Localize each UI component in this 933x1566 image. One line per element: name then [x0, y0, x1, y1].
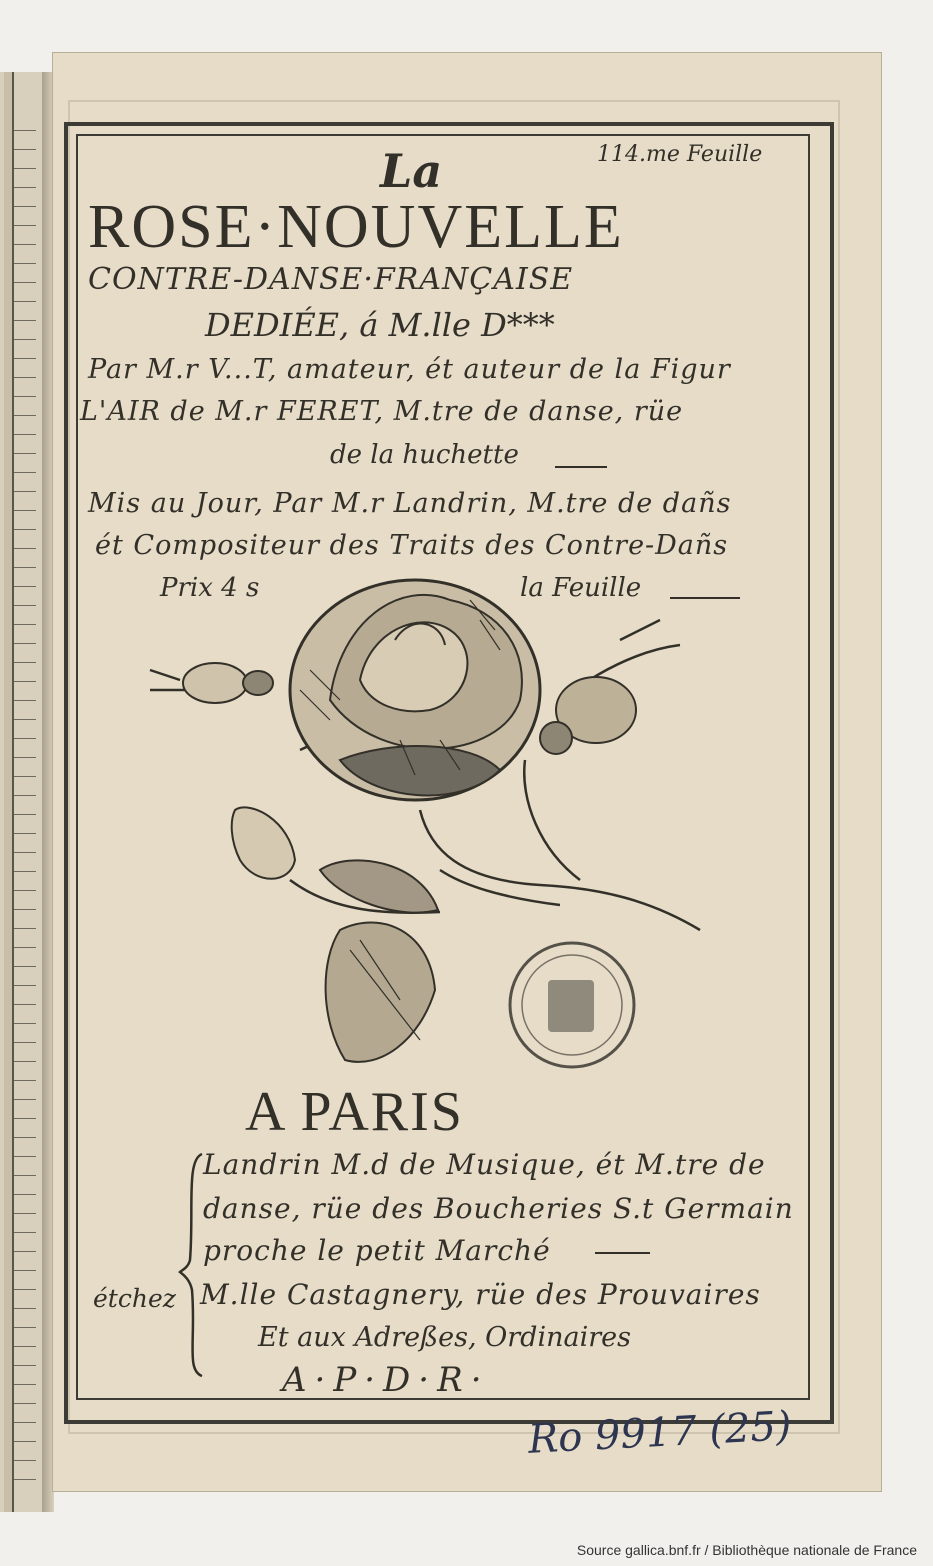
price-unit: la Feuille: [520, 573, 642, 603]
address-line-5: Et aux Adreßes, Ordinaires: [258, 1322, 631, 1353]
published-line: Mis au Jour, Par M.r Landrin, M.tre de dañs: [88, 488, 732, 519]
source-credit: Source gallica.bnf.fr / Bibliothèque nationale de France: [576, 1542, 917, 1558]
address-line-3: proche le petit Marché: [203, 1234, 551, 1267]
sheet-number: 114.me Feuille: [597, 142, 763, 167]
privilege-mark: A·P·D·R·: [282, 1360, 490, 1400]
library-stamp: [510, 943, 634, 1067]
author-line: Par M.r V...T, amateur, ét auteur de la Figur: [88, 354, 731, 385]
right-bud: [540, 677, 636, 754]
leaves: [232, 807, 438, 1061]
compositeur-line: ét Compositeur des Traits des Contre-Dañs: [95, 530, 729, 561]
price: Prix 4 s: [160, 573, 260, 603]
air-line-continued: de la huchette: [330, 440, 519, 470]
flourish-line: [595, 1252, 650, 1254]
address-line-4: M.lle Castagnery, rüe des Prouvaires: [200, 1278, 761, 1311]
page-title: ROSE·NOUVELLE: [88, 193, 624, 261]
air-line: L'AIR de M.r FERET, M.tre de danse, rüe: [80, 396, 684, 427]
left-bud: [183, 663, 273, 703]
place-heading: A PARIS: [245, 1081, 464, 1143]
subtitle: CONTRE-DANSE·FRANÇAISE: [88, 262, 574, 297]
dedication: DEDIÉE, á M.lle D***: [205, 306, 555, 344]
shelfmark: Ro 9917 (25): [526, 1403, 793, 1463]
chez-label: étchez: [93, 1284, 176, 1313]
address-line-2: danse, rüe des Boucheries S.t Germain: [203, 1192, 794, 1225]
title-article: La: [380, 144, 443, 198]
address-line-1: Landrin M.d de Musique, ét M.tre de: [203, 1148, 766, 1181]
rose-bloom: [290, 580, 540, 800]
